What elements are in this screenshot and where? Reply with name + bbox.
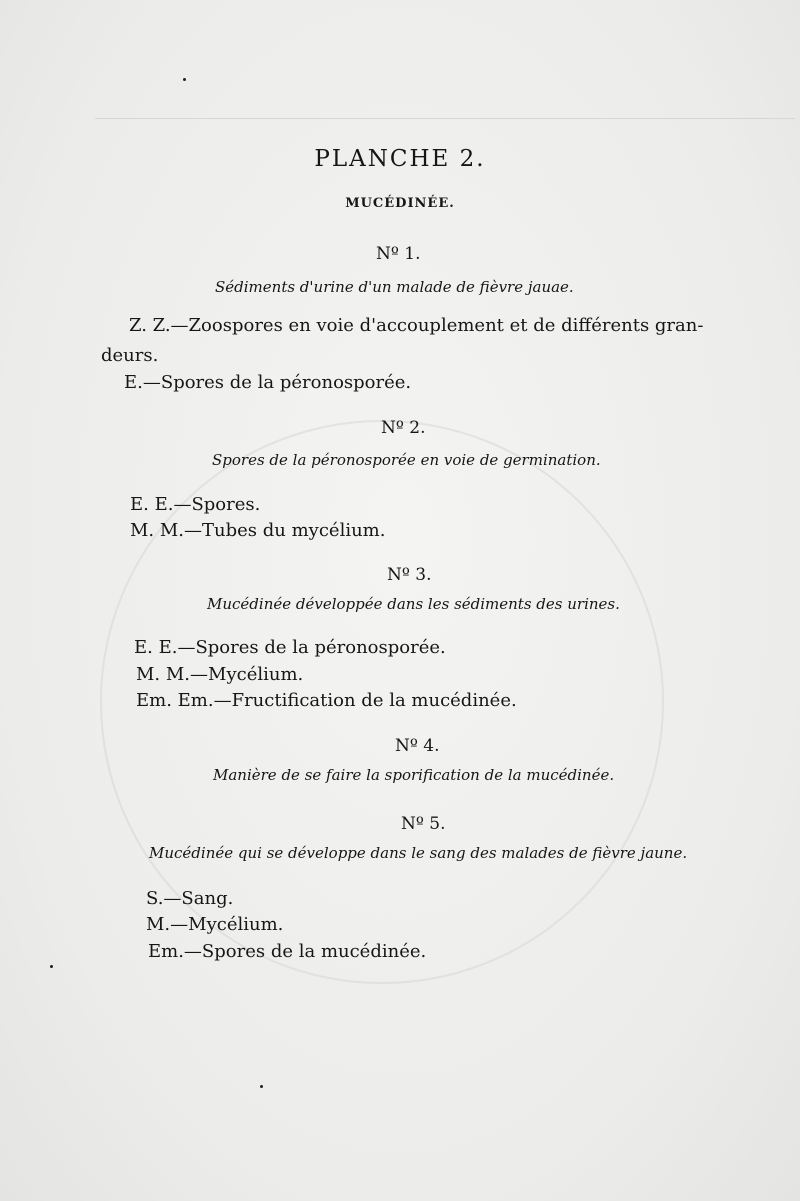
legend-entry: M.—Mycélium. (146, 914, 284, 935)
section-number: Nº 2. (381, 418, 426, 438)
section-number: Nº 3. (387, 565, 432, 585)
section-caption: Sédiments d'urine d'un malade de fièvre jauae. (215, 278, 574, 296)
legend-entry: E.—Spores de la péronosporée. (124, 372, 412, 393)
legend-entry: Em.—Spores de la mucédinée. (148, 941, 427, 962)
section-number: Nº 5. (401, 814, 446, 834)
section-number: Nº 4. (395, 736, 440, 756)
legend-entry: Z. Z.—Zoospores en voie d'accouplement et de différents gran- (129, 315, 704, 336)
plate-title: PLANCHE 2. (314, 146, 486, 172)
plate-subtitle: MUCÉDINÉE. (345, 196, 455, 211)
speck (260, 1085, 263, 1088)
legend-entry: E. E.—Spores de la péronosporée. (134, 637, 446, 658)
speck (50, 965, 53, 968)
legend-entry: Em. Em.—Fructification de la mucédinée. (136, 690, 517, 711)
speck (183, 78, 186, 81)
legend-entry: E. E.—Spores. (130, 494, 261, 515)
bleed-through-rule (95, 118, 795, 119)
section-caption: Mucédinée qui se développe dans le sang des malades de fièvre jaune. (149, 844, 688, 862)
legend-entry: M. M.—Mycélium. (136, 664, 304, 685)
section-caption: Spores de la péronosporée en voie de germination. (212, 451, 601, 469)
section-caption: Manière de se faire la sporification de la mucédinée. (213, 766, 615, 784)
legend-entry: S.—Sang. (146, 888, 234, 909)
section-caption: Mucédinée développée dans les sédiments des urines. (207, 595, 620, 613)
legend-entry: M. M.—Tubes du mycélium. (130, 520, 386, 541)
legend-entry: deurs. (101, 345, 159, 366)
section-number: Nº 1. (376, 244, 421, 264)
